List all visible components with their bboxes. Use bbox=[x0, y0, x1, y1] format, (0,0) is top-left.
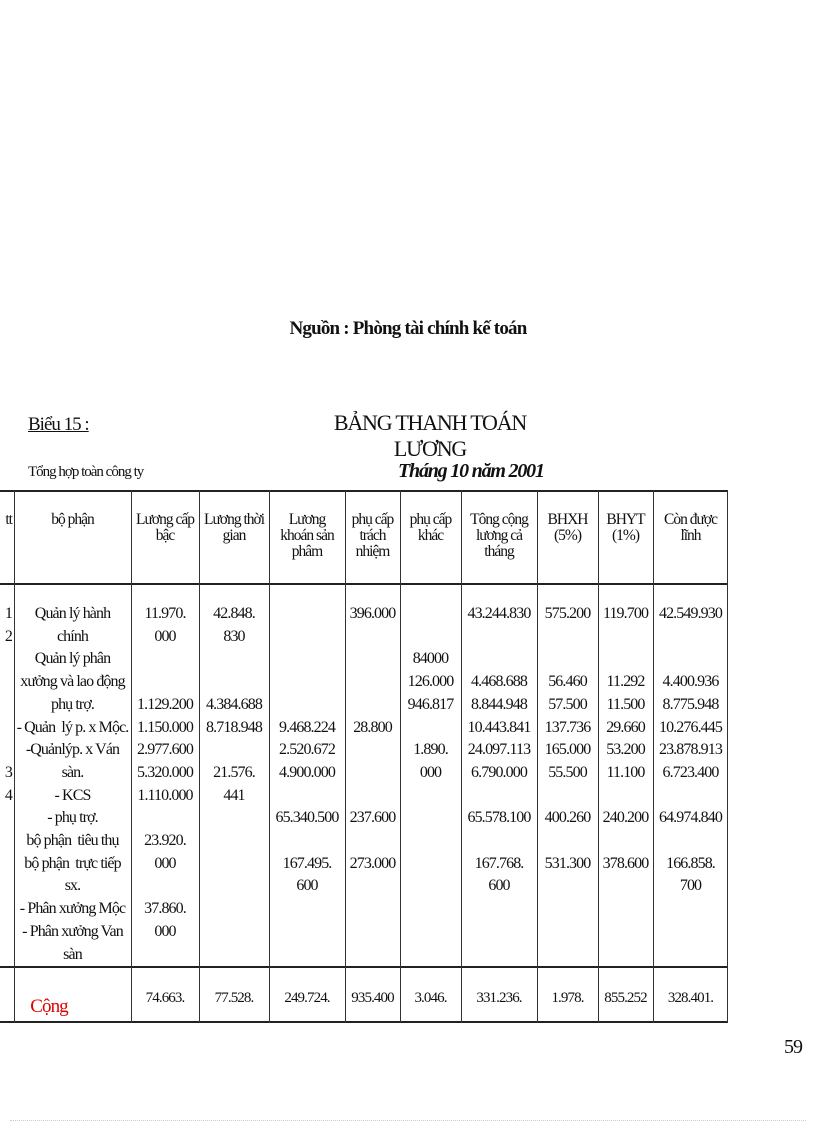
header-piece-salary: Lương khoán sản phâm bbox=[280, 511, 334, 560]
total-salary: 331.236. bbox=[476, 990, 522, 1006]
department-column: Quản lý hành chính Quản lý phân xưởng và lao động phụ trợ. - Quản lý p. x Mộc. -Quảnlýp. x Ván sàn. - KCS - phụ trợ. bộ phận tiêu thụ bộ phận trực tiếp sx. - Phân xưởng Mộc - Phân xưởng Van sàn bbox=[16, 605, 129, 963]
total-label: Cộng bbox=[30, 996, 68, 1017]
grade-salary-column: 11.970. 000 1.129.200 1.150.000 2.977.600 5.320.000 1.110.000 23.920. 000 37.860. 000 bbox=[137, 605, 193, 940]
total-bhyt: 855.252 bbox=[604, 990, 647, 1006]
total-piece-salary: 249.724. bbox=[284, 990, 330, 1006]
bhyt-column: 119.700 11.292 11.500 29.660 53.200 11.100 240.200 378.600 bbox=[602, 605, 649, 872]
piece-salary-column: 9.468.224 2.520.672 4.900.000 65.340.500 167.495. 600 bbox=[275, 718, 339, 895]
period: Tháng 10 năm 2001 bbox=[398, 460, 544, 482]
responsibility-allowance-column: 396.000 28.800 237.600 273.000 bbox=[349, 605, 396, 872]
table-label: Biểu 15 : bbox=[28, 414, 89, 435]
page-number: 59 bbox=[784, 1036, 802, 1058]
table-border-bottom bbox=[0, 1021, 728, 1023]
salary-table bbox=[0, 490, 728, 1023]
header-other-allowance: phụ cấp khác bbox=[409, 511, 452, 544]
total-responsibility-allowance: 935.400 bbox=[351, 990, 394, 1006]
total-net-pay: 328.401. bbox=[667, 990, 714, 1006]
header-bhyt: BHYT (1%) bbox=[606, 511, 645, 544]
source-note: Nguồn : Phòng tài chính kế toán bbox=[289, 318, 527, 339]
header-responsibility-allowance: phụ cấp trách nhiệm bbox=[351, 511, 394, 560]
header-total-salary: Tông cộng lương cả tháng bbox=[470, 511, 528, 560]
table-border-top bbox=[0, 490, 728, 492]
header-grade-salary: Lương cấp bậc bbox=[136, 511, 194, 544]
subtitle: Tổng hợp toàn công ty bbox=[28, 464, 144, 480]
header-time-salary: Lương thời gian bbox=[204, 511, 264, 544]
other-allowance-column: 84000 126.000 946.817 1.890. 000 bbox=[407, 650, 454, 781]
time-salary-column: 42.848. 830 4.384.688 8.718.948 21.576. 441 bbox=[206, 605, 262, 804]
total-divider bbox=[0, 966, 728, 968]
total-grade-salary: 74.663. bbox=[145, 990, 185, 1006]
page-title: BẢNG THANH TOÁN LƯƠNG bbox=[333, 410, 527, 461]
total-salary-column: 43.244.830 4.468.688 8.844.948 10.443.841 24.097.113 6.790.000 65.578.100 167.768. 600 bbox=[467, 605, 531, 895]
header-divider bbox=[0, 583, 728, 585]
total-other-allowance: 3.046. bbox=[414, 990, 447, 1006]
header-net-pay: Còn được lĩnh bbox=[664, 511, 717, 544]
total-time-salary: 77.528. bbox=[214, 990, 254, 1006]
bhxh-column: 575.200 56.460 57.500 137.736 165.000 55.500 400.260 531.300 bbox=[544, 605, 591, 872]
total-bhxh: 1.978. bbox=[551, 990, 584, 1006]
page-edge-divider bbox=[10, 1120, 806, 1121]
net-pay-column: 42.549.930 4.400.936 8.775.948 10.276.445 23.878.913 6.723.400 64.974.840 166.858. 700 bbox=[658, 605, 722, 895]
header-department: bộ phận bbox=[51, 511, 94, 528]
stt-column: 1 2 3 4 bbox=[4, 605, 12, 804]
header-stt: tt bbox=[5, 511, 12, 528]
header-bhxh: BHXH (5%) bbox=[547, 511, 588, 544]
